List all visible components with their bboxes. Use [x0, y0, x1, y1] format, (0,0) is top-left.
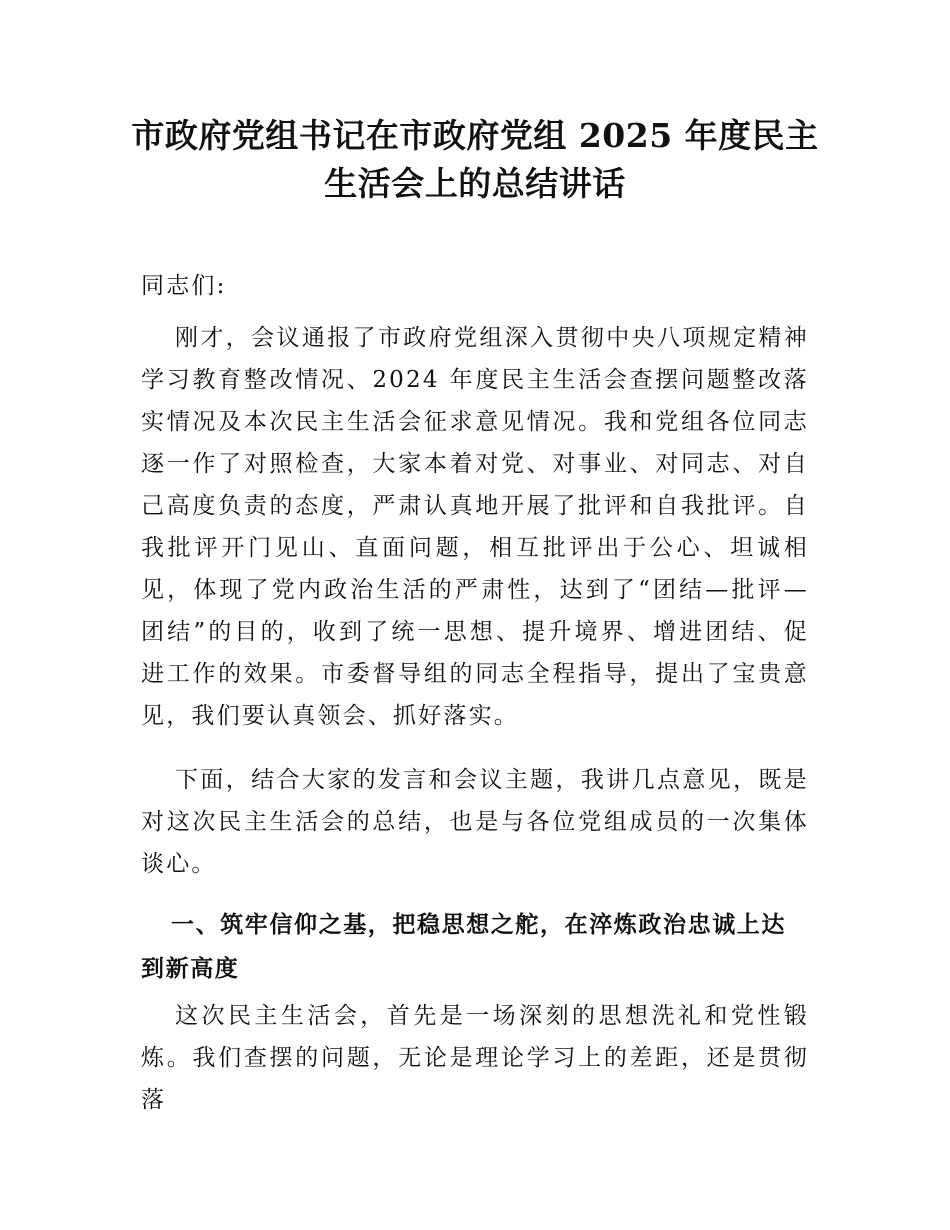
document-title: 市政府党组书记在市政府党组 2025 年度民主生活会上的总结讲话 — [131, 116, 819, 203]
paragraph-intro: 下面，结合大家的发言和会议主题，我讲几点意见，既是对这次民主生活会的总结，也是与各位党组成员的一次集体谈心。 — [141, 767, 809, 877]
section-1-paragraph: 这次民主生活会，首先是一场深刻的思想洗礼和党性锻炼。我们查摆的问题，无论是理论学习上的差距，还是贯彻落 — [141, 1003, 809, 1113]
paragraph-opening: 刚才，会议通报了市政府党组深入贯彻中央八项规定精神学习教育整改情况、2024 年度民主生活会查摆问题整改落实情况及本次民主生活会征求意见情况。我和党组各位同志逐一作了对照检查，大家本着对党、对事业、对同志、对自己高度负责的态度，严肃认真地开展了批评和自我批评。自我批评开门见山、直面问题，相互批评出于公心、坦诚相见，体现了党内政治生活的严肃性，达到了“团结—批评—团结”的目的，收到了统一思想、提升境界、增进团结、促进工作的效果。市委督导组的同志全程指导，提出了宝贵意见，我们要认真领会、抓好落实。 — [141, 325, 809, 729]
salutation: 同志们: — [141, 273, 227, 299]
section-heading-1: 一、筑牢信仰之基，把稳思想之舵，在淬炼政治忠诚上达到新高度 — [141, 912, 786, 982]
